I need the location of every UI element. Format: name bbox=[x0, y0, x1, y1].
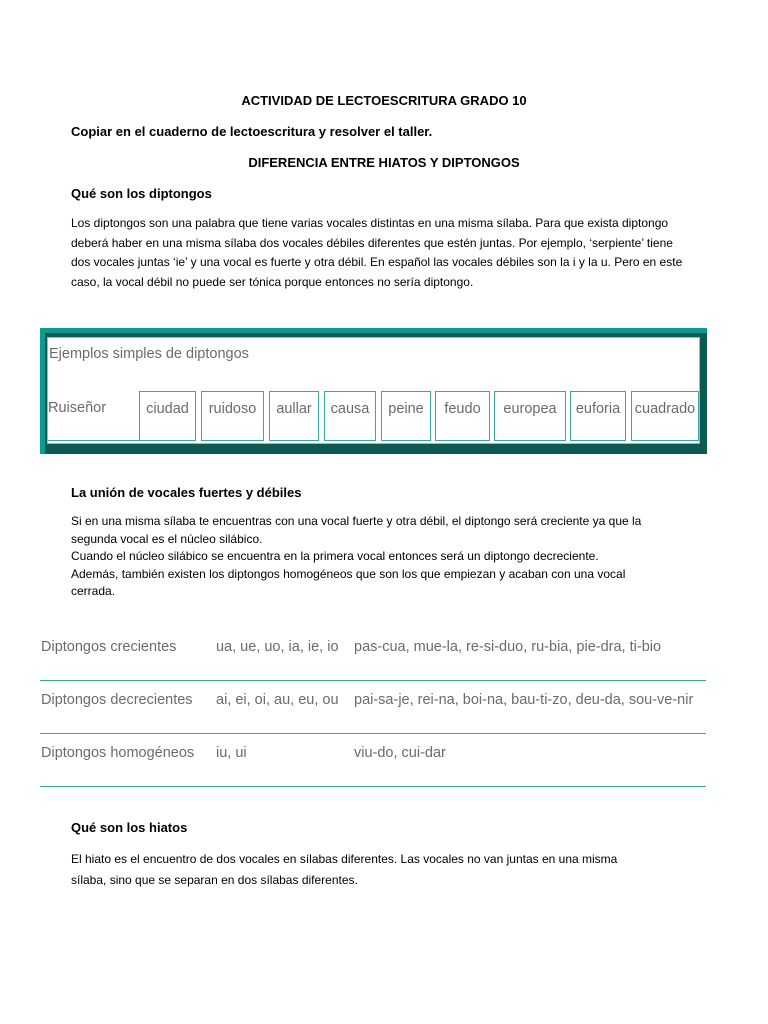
paragraph-line: El hiato es el encuentro de dos vocales en sílabas diferentes. Las vocales no van juntas en una misma bbox=[71, 852, 618, 866]
diptongo-vowels: ai, ei, oi, au, eu, ou bbox=[216, 692, 339, 708]
hiatos-title: Qué son los hiatos bbox=[71, 820, 188, 835]
paragraph-line: deberá haber en una misma sílaba dos vocales débiles diferentes que estén juntas. Por ejemplo, ‘serpiente’ tiene bbox=[71, 235, 673, 250]
paragraph-line: Cuando el núcleo silábico se encuentra en la primera vocal entonces será un diptongo decreciente. bbox=[71, 549, 599, 563]
section-heading: DIFERENCIA ENTRE HIATOS Y DIPTONGOS bbox=[248, 155, 520, 170]
paragraph-line: dos vocales juntas ‘ie’ y una vocal es fuerte y otra débil. En español las vocales débiles son la i y la u. Pero en este bbox=[71, 255, 683, 269]
row-divider bbox=[40, 786, 706, 787]
table-border bbox=[40, 328, 45, 454]
paragraph-line: segunda vocal es el núcleo silábico. bbox=[71, 531, 263, 546]
diptongo-examples: pai-sa-je, rei-na, boi-na, bau-ti-zo, deu-da, sou-ve-nir bbox=[354, 692, 694, 708]
example-word: peine bbox=[381, 391, 431, 441]
table-row bbox=[40, 627, 706, 680]
example-word: aullar bbox=[269, 391, 319, 441]
diptongo-vowels: ua, ue, uo, ia, ie, io bbox=[216, 639, 339, 655]
examples-inner bbox=[47, 337, 700, 444]
paragraph-line: sílaba, sino que se separan en dos sílabas diferentes. bbox=[71, 872, 358, 887]
instruction: Copiar en el cuaderno de lectoescritura y resolver el taller. bbox=[71, 124, 433, 139]
paragraph-line: Si en una misma sílaba te encuentras con una vocal fuerte y otra débil, el diptongo será creciente ya que la bbox=[71, 514, 642, 528]
diptongo-vowels: iu, ui bbox=[216, 745, 247, 761]
example-word: ruidoso bbox=[201, 391, 264, 441]
examples-table bbox=[40, 328, 707, 454]
diptongos-title: Qué son los diptongos bbox=[71, 186, 212, 201]
page-title: ACTIVIDAD DE LECTOESCRITURA GRADO 10 bbox=[241, 93, 527, 108]
example-word: europea bbox=[494, 391, 566, 441]
union-title: La unión de vocales fuertes y débiles bbox=[71, 485, 302, 500]
example-word: feudo bbox=[435, 391, 490, 441]
paragraph-line: Los diptongos son una palabra que tiene varias vocales distintas en una misma sílaba. Para que exista diptongo bbox=[71, 216, 669, 230]
example-word: cuadrado bbox=[631, 391, 699, 441]
table-border bbox=[40, 328, 707, 333]
paragraph-line: caso, la vocal débil no puede ser tónica porque entonces no sería diptongo. bbox=[71, 274, 474, 289]
diptongo-type: Diptongos crecientes bbox=[41, 639, 177, 655]
diptongo-type: Diptongos decrecientes bbox=[41, 692, 193, 708]
union-paragraph bbox=[71, 513, 711, 601]
example-word: causa bbox=[324, 391, 376, 441]
examples-title: Ejemplos simples de diptongos bbox=[49, 346, 249, 362]
example-word: ciudad bbox=[139, 391, 196, 441]
paragraph-line: cerrada. bbox=[71, 584, 116, 598]
diptongo-examples: viu-do, cui-dar bbox=[354, 745, 446, 761]
diptongo-examples: pas-cua, mue-la, re-si-duo, ru-bia, pie-dra, ti-bio bbox=[354, 639, 662, 655]
example-word: Ruiseñor bbox=[48, 391, 142, 441]
hiatos-paragraph bbox=[71, 849, 711, 890]
example-word: euforia bbox=[570, 391, 626, 441]
diptongos-paragraph bbox=[71, 214, 711, 292]
table-row bbox=[40, 680, 706, 733]
paragraph-line: Además, también existen los diptongos homogéneos que son los que empiezan y acaban con una vocal bbox=[71, 566, 626, 581]
table-row bbox=[40, 733, 706, 786]
diptongo-type: Diptongos homogéneos bbox=[41, 745, 195, 761]
